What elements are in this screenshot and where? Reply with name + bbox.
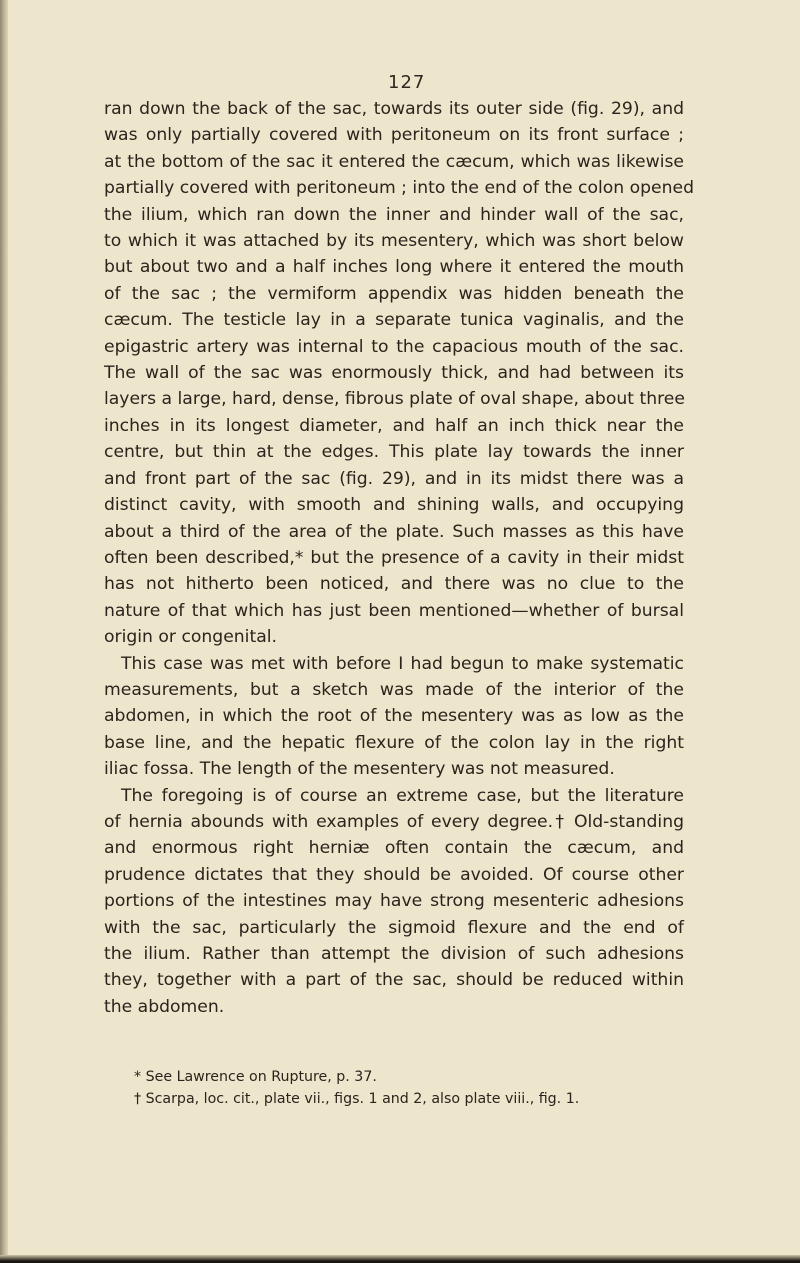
text-line: nature of that which has just been mentioned—whether of bursal <box>104 600 684 621</box>
text-line: The foregoing is of course an extreme case, but the literature <box>121 785 684 806</box>
text-line: centre, but thin at the edges. This plate lay towards the inner <box>104 442 684 463</box>
text-line: measurements, but a sketch was made of the interior of the <box>104 679 684 700</box>
footnote-lawrence: * See Lawrence on Rupture, p. 37. <box>134 1069 377 1085</box>
text-line: of hernia abounds with examples of every degree.† Old-standing <box>104 811 684 832</box>
text-line: but about two and a half inches long where it entered the mouth <box>104 257 684 278</box>
text-line: they, together with a part of the sac, should be reduced within <box>104 970 684 991</box>
text-line: often been described,* but the presence of a cavity in their midst <box>104 547 684 568</box>
text-line: The wall of the sac was enormously thick, and had between its <box>104 363 684 384</box>
text-line: about a third of the area of the plate. Such masses as this have <box>104 521 684 542</box>
footnote-scarpa: † Scarpa, loc. cit., plate vii., figs. 1 and 2, also plate viii., fig. 1. <box>134 1091 580 1107</box>
text-line: prudence dictates that they should be avoided. Of course other <box>104 864 684 885</box>
page-binding-edge <box>0 0 8 1263</box>
text-line: was only partially covered with peritoneum on its front surface ; <box>104 125 684 146</box>
footnotes <box>104 1066 664 1110</box>
page-number: 127 <box>388 72 426 93</box>
text-line: abdomen, in which the root of the mesentery was as low as the <box>104 706 684 727</box>
text-line: has not hitherto been noticed, and there was no clue to the <box>104 574 684 595</box>
text-line: at the bottom of the sac it entered the cæcum, which was likewise <box>104 151 684 172</box>
text-line: and enormous right herniæ often contain the cæcum, and <box>104 838 684 859</box>
text-line: ran down the back of the sac, towards its outer side (fig. 29), and <box>104 99 684 119</box>
text-line: distinct cavity, with smooth and shining walls, and occupying <box>104 495 684 516</box>
text-line: the abdomen. <box>104 996 225 1017</box>
text-line: and front part of the sac (fig. 29), and in its midst there was a <box>104 468 684 489</box>
text-line: This case was met with before I had begun to make systematic <box>121 653 684 674</box>
text-line: with the sac, particularly the sigmoid flexure and the end of <box>104 917 684 938</box>
page-bottom-edge <box>0 1255 800 1263</box>
text-line: partially covered with peritoneum ; into the end of the colon opened <box>104 178 695 199</box>
text-line: cæcum. The testicle lay in a separate tunica vaginalis, and the <box>104 310 684 331</box>
text-line: epigastric artery was internal to the capacious mouth of the sac. <box>104 336 684 357</box>
text-line: inches in its longest diameter, and half an inch thick near the <box>104 415 684 436</box>
text-line: the ilium. Rather than attempt the division of such adhesions <box>104 944 684 964</box>
text-line: of the sac ; the vermiform appendix was hidden beneath the <box>104 283 684 304</box>
text-line: to which it was attached by its mesentery, which was short below <box>104 231 684 252</box>
text-line: origin or congenital. <box>104 627 277 648</box>
text-line: layers a large, hard, dense, fibrous plate of oval shape, about three <box>104 389 685 410</box>
text-line: portions of the intestines may have strong mesenteric adhesions <box>104 891 684 912</box>
body-text <box>104 96 695 1020</box>
text-line: iliac fossa. The length of the mesentery was not measured. <box>104 759 615 780</box>
text-line: the ilium, which ran down the inner and hinder wall of the sac, <box>104 204 684 225</box>
text-line: base line, and the hepatic flexure of the colon lay in the right <box>104 732 684 753</box>
